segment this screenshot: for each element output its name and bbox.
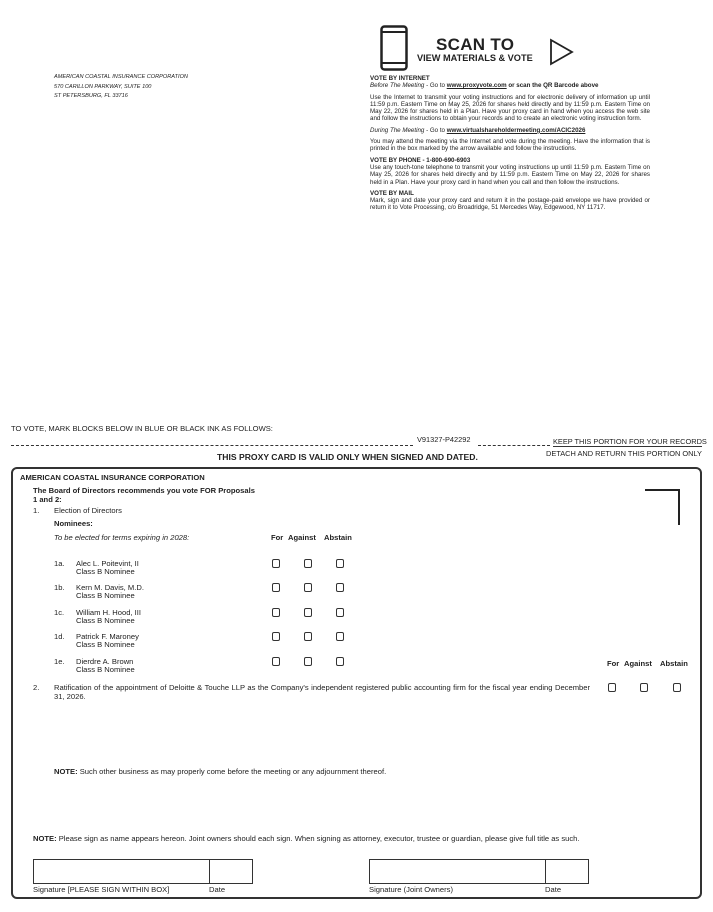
vote-abstain-checkbox[interactable]	[336, 632, 344, 641]
mail-heading: VOTE BY MAIL	[370, 189, 414, 197]
nominee-number: 1d.	[54, 632, 65, 641]
phone-heading: VOTE BY PHONE - 1-800-690-6903	[370, 156, 471, 164]
nominee-number: 1b.	[54, 583, 65, 592]
vote-for-checkbox[interactable]	[272, 583, 280, 592]
scan-subtitle: VIEW MATERIALS & VOTE	[417, 53, 533, 63]
item2-for-checkbox[interactable]	[608, 683, 616, 692]
proxyvote-link[interactable]: www.proxyvote.com	[446, 82, 507, 90]
col-for: For	[271, 533, 284, 542]
item2-against-checkbox[interactable]	[640, 683, 648, 692]
item2-number: 2.	[33, 683, 40, 692]
nominee-class: Class B Nominee	[76, 591, 135, 600]
nominee-class: Class B Nominee	[76, 567, 135, 576]
keep-portion-label: KEEP THIS PORTION FOR YOUR RECORDS	[553, 437, 707, 446]
mail-body: Mark, sign and date your proxy card and return it in the postage-paid envelope we have provided or return it to Vote Processing, c/o Broadridge, 51 Mercedes Way, Edgewood, NY 11717.	[370, 197, 650, 212]
phone-icon	[380, 25, 408, 71]
signature-box[interactable]	[33, 859, 210, 884]
cut-line-left	[11, 445, 413, 446]
valid-notice: THIS PROXY CARD IS VALID ONLY WHEN SIGNED AND DATED.	[217, 452, 478, 462]
terms-label: To be elected for terms expiring in 2028:	[54, 533, 190, 542]
nominees-label: Nominees:	[54, 519, 93, 528]
col-for-2: For	[607, 659, 620, 668]
joint-signature-box[interactable]	[369, 859, 546, 884]
vote-against-checkbox[interactable]	[304, 608, 312, 617]
item1-number: 1.	[33, 506, 40, 515]
nominee-name: Alec L. Poitevint, II	[76, 559, 139, 568]
vote-for-checkbox[interactable]	[272, 632, 280, 641]
nominee-number: 1e.	[54, 657, 65, 666]
phone-body: Use any touch-tone telephone to transmit your voting instructions up until 11:59 p.m. Eastern Time on May 25, 2026 for shares held directly and by 11:59 p.m. Eastern Time on May 22, 2026 for shares held in a Plan. Have your proxy card in hand when you call and then follow the instructions.	[370, 163, 650, 186]
vote-abstain-checkbox[interactable]	[336, 657, 344, 666]
joint-date-label: Date	[545, 885, 562, 894]
vote-against-checkbox[interactable]	[304, 632, 312, 641]
vote-against-checkbox[interactable]	[304, 583, 312, 592]
voting-instructions	[370, 75, 650, 212]
nominee-class: Class B Nominee	[76, 616, 135, 625]
nominee-number: 1c.	[54, 608, 65, 617]
nominee-name: Patrick F. Maroney	[76, 632, 139, 641]
vote-for-checkbox[interactable]	[272, 559, 280, 568]
internet-body: Use the Internet to transmit your voting instructions and for electronic delivery of information up until 11:59 p.m. Eastern Time on May 25, 2026 for shares held directly and by 11:59 p.m. Eastern Time on May 22, 2026 for shares held in a Plan. Have your proxy card in hand when you access the web site and follow the instructions to obtain your records and to create an electronic voting instruction form.	[370, 93, 650, 123]
scan-title: SCAN TO	[436, 35, 515, 54]
joint-signature-label: Signature (Joint Owners)	[369, 885, 453, 894]
during-line: During The Meeting - Go to www.virtualshareholdermeeting.com/ACIC2026	[370, 126, 586, 134]
internet-heading: VOTE BY INTERNET	[370, 75, 430, 82]
date-label: Date	[209, 885, 226, 894]
vote-abstain-checkbox[interactable]	[336, 559, 344, 568]
item2-text: Ratification of the appointment of Deloitte & Touche LLP as the Company's independent registered public accounting firm for the fiscal year ending December 31, 2026.	[54, 683, 590, 701]
nominee-class: Class B Nominee	[76, 665, 135, 674]
vote-abstain-checkbox[interactable]	[336, 583, 344, 592]
control-code: V91327-P42292	[417, 435, 471, 444]
corner-mark	[645, 489, 680, 525]
nominee-name: Kern M. Davis, M.D.	[76, 583, 144, 592]
card-company: AMERICAN COASTAL INSURANCE CORPORATION	[20, 473, 205, 482]
during-body: You may attend the meeting via the Internet and vote during the meeting. Have the information that is printed in the box marked by the arrow available and follow the instructions.	[370, 138, 650, 153]
note-signing: NOTE: Please sign as name appears hereon. Joint owners should each sign. When signing as attorney, executor, trustee or guardian, please give full title as such.	[33, 834, 580, 843]
nominee-name: William H. Hood, III	[76, 608, 141, 617]
vote-against-checkbox[interactable]	[304, 657, 312, 666]
vote-against-checkbox[interactable]	[304, 559, 312, 568]
vote-for-checkbox[interactable]	[272, 608, 280, 617]
col-against-2: Against	[624, 659, 652, 668]
arrow-icon	[549, 38, 575, 66]
address-name: AMERICAN COASTAL INSURANCE CORPORATION	[54, 74, 188, 80]
nominee-number: 1a.	[54, 559, 65, 568]
note-other-business: NOTE: Such other business as may properly come before the meeting or any adjournment thereof.	[54, 767, 387, 776]
address-line2: ST PETERSBURG, FL 33716	[54, 93, 128, 99]
nominee-class: Class B Nominee	[76, 640, 135, 649]
col-abstain-2: Abstain	[660, 659, 688, 668]
detach-portion-label: DETACH AND RETURN THIS PORTION ONLY	[546, 449, 702, 458]
nominee-name: Dierdre A. Brown	[76, 657, 134, 666]
address-line1: 570 CARILLON PARKWAY, SUITE 100	[54, 83, 152, 90]
item1-label: Election of Directors	[54, 506, 122, 515]
keep-underline	[553, 446, 702, 447]
signature-label: Signature [PLEASE SIGN WITHIN BOX]	[33, 885, 170, 894]
date-box[interactable]	[209, 859, 253, 884]
col-against: Against	[288, 533, 316, 542]
before-line: Before The Meeting - Go to www.proxyvote.com or scan the QR Barcode above	[370, 82, 599, 90]
virtual-meeting-link[interactable]: www.virtualshareholdermeeting.com/ACIC2026	[446, 126, 586, 134]
cut-line-right	[478, 445, 550, 446]
col-abstain: Abstain	[324, 533, 352, 542]
mark-instructions: TO VOTE, MARK BLOCKS BELOW IN BLUE OR BLACK INK AS FOLLOWS:	[11, 424, 273, 433]
vote-abstain-checkbox[interactable]	[336, 608, 344, 617]
company-address	[54, 73, 188, 102]
vote-for-checkbox[interactable]	[272, 657, 280, 666]
board-recommendation: The Board of Directors recommends you vote FOR Proposals 1 and 2:	[33, 486, 255, 504]
joint-date-box[interactable]	[545, 859, 589, 884]
item2-abstain-checkbox[interactable]	[673, 683, 681, 692]
